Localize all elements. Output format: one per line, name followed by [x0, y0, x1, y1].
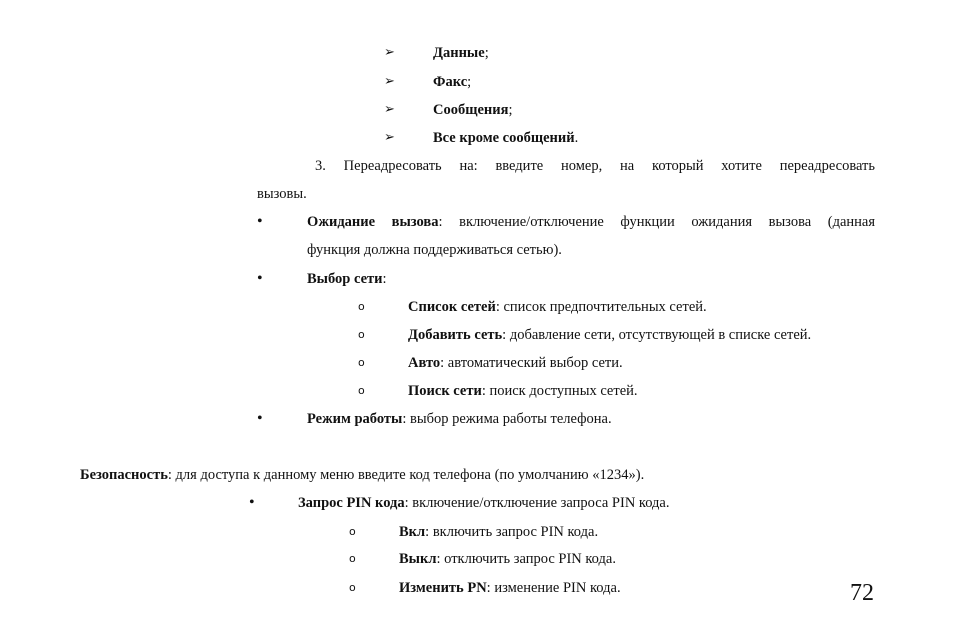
arrow-item-messages: Сообщения;	[433, 102, 513, 118]
pin-request: Запрос PIN кода: включение/отключение запроса PIN кода.	[298, 495, 670, 511]
network-item-list: Список сетей: список предпочтительных сетей.	[408, 299, 707, 315]
bullet: •	[257, 270, 263, 287]
arrow-bullet: ➢	[384, 130, 395, 145]
pin-item-off: Выкл: отключить запрос PIN кода.	[399, 551, 616, 567]
operation-mode: Режим работы: выбор режима работы телефона.	[307, 411, 612, 427]
bullet: •	[249, 494, 255, 511]
circle-bullet: o	[349, 581, 356, 594]
circle-bullet: o	[358, 356, 365, 369]
circle-bullet: o	[349, 552, 356, 565]
circle-bullet: o	[358, 328, 365, 341]
arrow-bullet: ➢	[384, 45, 395, 60]
network-item-search: Поиск сети: поиск доступных сетей.	[408, 383, 638, 399]
page-number: 72	[850, 580, 874, 606]
arrow-bullet: ➢	[384, 102, 395, 117]
redirect-step-line2: вызовы.	[257, 186, 307, 202]
bullet: •	[257, 213, 263, 230]
bullet: •	[257, 410, 263, 427]
arrow-item-fax: Факс;	[433, 74, 472, 90]
arrow-item-all-except-messages: Все кроме сообщений.	[433, 130, 579, 146]
security-heading: Безопасность: для доступа к данному меню введите код телефона (по умолчанию «1234»).	[80, 467, 645, 483]
arrow-item-data: Данные;	[433, 45, 489, 61]
call-waiting-line2: функция должна поддерживаться сетью).	[307, 242, 562, 258]
arrow-bullet: ➢	[384, 74, 395, 89]
network-select-heading: Выбор сети:	[307, 271, 387, 287]
circle-bullet: o	[349, 525, 356, 538]
circle-bullet: o	[358, 300, 365, 313]
network-item-add: Добавить сеть: добавление сети, отсутствующей в списке сетей.	[408, 327, 812, 343]
pin-item-change: Изменить PN: изменение PIN кода.	[399, 580, 621, 596]
pin-item-on: Вкл: включить запрос PIN кода.	[399, 524, 599, 540]
circle-bullet: o	[358, 384, 365, 397]
network-item-auto: Авто: автоматический выбор сети.	[408, 355, 623, 371]
call-waiting-line1: Ожидание вызова: включение/отключение функции ожидания вызова (данная	[307, 214, 876, 230]
redirect-step-line1: 3. Переадресовать на: введите номер, на который хотите переадресовать	[315, 158, 875, 174]
